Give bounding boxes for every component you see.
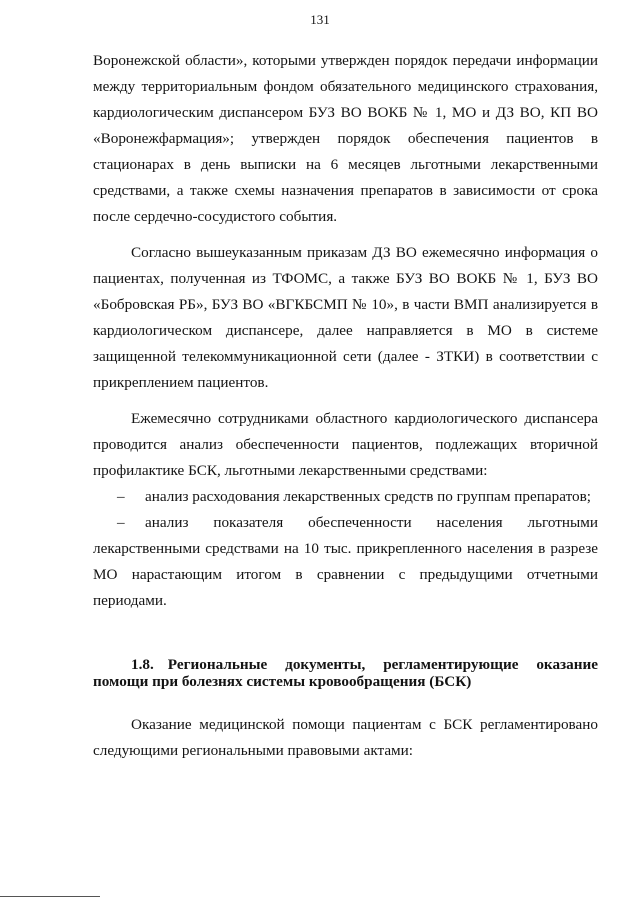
bullet-marker: – [117, 488, 125, 505]
section-heading [93, 656, 598, 690]
page-number: 131 [310, 12, 330, 27]
paragraph-info-flow: Согласно вышеуказанным приказам ДЗ ВО ежемесячно информация о пациентах, полученная из ТФОМС, а также БУЗ ВО ВОКБ № 1, БУЗ ВО «Бобровская РБ», БУЗ ВО «ВГКБСМП № 10», в части ВМП анализируется в кардиологическом диспансере, далее направляется в МО в системе защищенной телекоммуникационной сети (далее - ЗТКИ) в соответствии с прикреплением пациентов. [93, 244, 598, 391]
bullet-text: анализ расходования лекарственных средств по группам препаратов; [145, 488, 591, 505]
paragraph-regulations-intro: Оказание медицинской помощи пациентам с БСК регламентировано следующими региональными правовыми актами: [93, 716, 598, 759]
paragraph-monthly-analysis: Ежемесячно сотрудниками областного кардиологического диспансера проводится анализ обеспеченности пациентов, подлежащих вторичной профилактике БСК, льготными лекарственными средствами: [93, 410, 598, 479]
section-title: Региональные документы, регламентирующие оказание помощи при болезнях системы кровообращения (БСК) [93, 656, 598, 690]
bullet-marker: – [117, 514, 125, 531]
bullet-item [93, 510, 598, 614]
paragraph-continuation: Воронежской области», которыми утвержден порядок передачи информации между территориальным фондом обязательного медицинского страхования, кардиологическим диспансером БУЗ ВО ВОКБ № 1, МО и ДЗ ВО, КП ВО «Воронежфармация»; утвержден порядок обеспечения пациентов в стационарах в день выписки на 6 месяцев льготными лекарственными средствами, а также схемы назначения препаратов в зависимости от срока после сердечно-сосудистого события. [93, 52, 598, 225]
bullet-text: анализ показателя обеспеченности населения льготными лекарственными средствами на 10 тыс. прикрепленного населения в разрезе МО нарастающим итогом в сравнении с предыдущими отчетными периодами. [93, 514, 598, 609]
footnote-divider [0, 896, 100, 897]
document-body [93, 48, 598, 764]
section-number: 1.8. [131, 656, 154, 673]
bullet-item [93, 484, 598, 510]
